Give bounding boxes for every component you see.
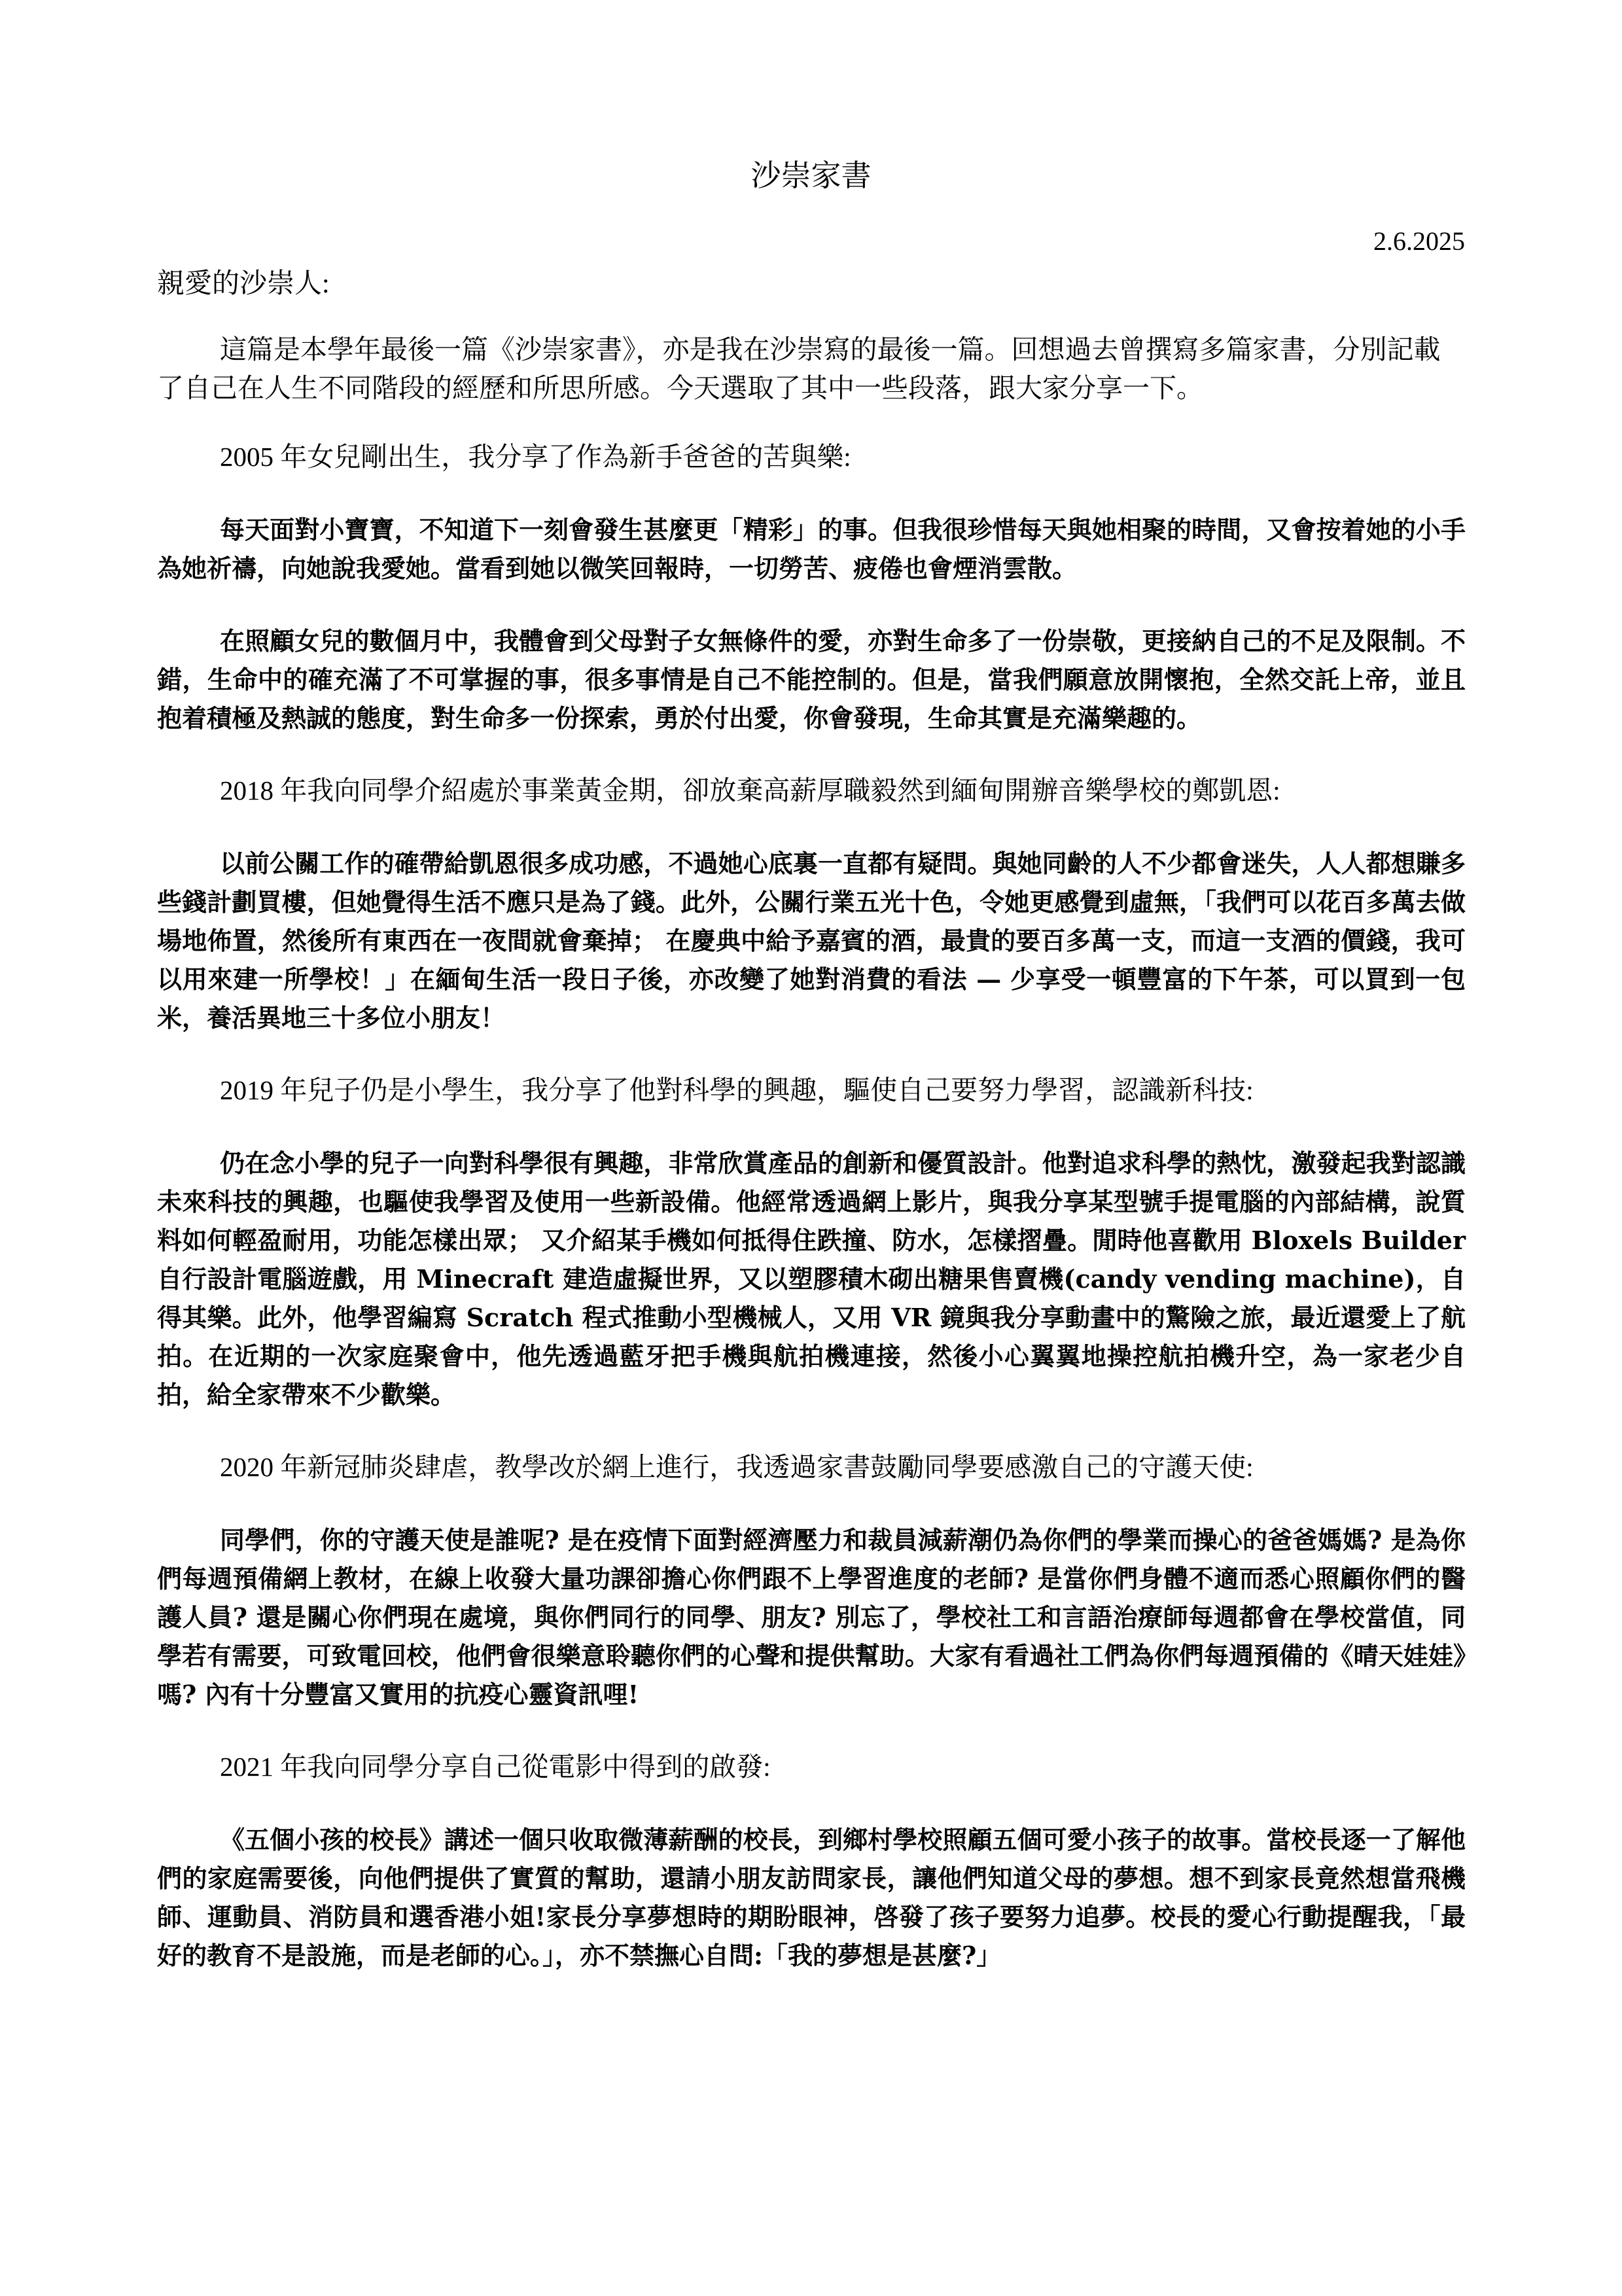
greeting: 親愛的沙崇人: bbox=[157, 269, 330, 299]
quote-2005-2: 在照顧女兒的數個月中，我體會到父母對子女無條件的愛，亦對生命多了一份崇敬，更接納自己的不足及限制。不錯，生命中的確充滿了不可掌握的事，很多事情是自己不能控制的。但是，當我們願意放開懷抱，全然交託上帝，並且抱着積極及熱誠的態度，對生命多一份探索，勇於付出愛，你會發現，生命其實是充滿樂趣的。 bbox=[157, 626, 1466, 733]
section-heading-2020: 2020 年新冠肺炎肆虐，教學改於網上進行，我透過家書鼓勵同學要感激自己的守護天使: bbox=[220, 1452, 1254, 1482]
section-heading-2019: 2019 年兒子仍是小學生，我分享了他對科學的興趣，驅使自己要努力學習，認識新科技: bbox=[220, 1075, 1254, 1105]
quote-2019: 仍在念小學的兒子一向對科學很有興趣，非常欣賞產品的創新和優質設計。他對追求科學的熱忱，激發起我對認識未來科技的興趣，也驅使我學習及使用一些新設備。他經常透過網上影片，與我分享某型號手提電腦的內部結構，說質料如何輕盈耐用，功能怎樣出眾； 又介紹某手機如何抵得住跌撞、防水，怎樣摺疊。閒時他喜歡用 Bloxels Builder 自行設計電腦遊戲，用 Minecraft 建造虛擬世界，又以塑膠積木砌出糖果售賣機(candy vending machine)，自得其樂。此外，他學習編寫 Scratch 程式推動小型機械人，又用 VR 鏡與我分享動畫中的驚險之旅，最近還愛上了航拍。在近期的一次家庭聚會中，他先透過藍牙把手機與航拍機連接，然後小心翼翼地操控航拍機升空，為一家老少自拍，給全家帶來不少歡樂。 bbox=[157, 1148, 1466, 1409]
intro-paragraph: 這篇是本學年最後一篇《沙崇家書》，亦是我在沙崇寫的最後一篇。回想過去曾撰寫多篇家書，分別記載了自己在人生不同階段的經歷和所思所感。今天選取了其中一些段落，跟大家分享一下。 bbox=[157, 334, 1441, 403]
letter-title: 沙崇家書 bbox=[750, 159, 872, 192]
quote-2020: 同學們，你的守護天使是誰呢? 是在疫情下面對經濟壓力和裁員減薪潮仍為你們的學業而操心的爸爸媽媽? 是為你們每週預備網上教材，在線上收發大量功課卻擔心你們跟不上學習進度的老師? 是當你們身體不適而悉心照顧你們的醫護人員? 還是關心你們現在處境，與你們同行的同學、朋友? 別忘了，學校社工和言語治療師每週都會在學校當值，同學若有需要，可致電回校，他們會很樂意聆聽你們的心聲和提供幫助。大家有看過社工們為你們每週預備的《晴天娃娃》嗎? 內有十分豐富又實用的抗疫心靈資訊哩! bbox=[157, 1525, 1466, 1709]
quote-2005-1: 每天面對小寶寶，不知道下一刻會發生甚麼更「精彩」的事。但我很珍惜每天與她相聚的時間，又會按着她的小手為她祈禱，向她說我愛她。當看到她以微笑回報時，一切勞苦、疲倦也會煙消雲散。 bbox=[157, 515, 1466, 583]
letter-body bbox=[157, 330, 1466, 1975]
section-heading-2018: 2018 年我向同學介紹處於事業黃金期，卻放棄高薪厚職毅然到緬甸開辦音樂學校的鄭凱恩: bbox=[220, 775, 1280, 805]
quote-2021: 《五個小孩的校長》講述一個只收取微薄薪酬的校長，到鄉村學校照顧五個可愛小孩子的故事。當校長逐一了解他們的家庭需要後，向他們提供了實質的幫助，還請小朋友訪問家長，讓他們知道父母的夢想。想不到家長竟然想當飛機師、運動員、消防員和選香港小姐!家長分享夢想時的期盼眼神，啓發了孩子要努力追夢。校長的愛心行動提醒我，「最好的教育不是設施，而是老師的心。」，亦不禁撫心自問:「我的夢想是甚麼?」 bbox=[157, 1825, 1466, 1970]
section-heading-2021: 2021 年我向同學分享自己從電影中得到的啟發: bbox=[220, 1752, 771, 1782]
letter-date: 2.6.2025 bbox=[1373, 226, 1465, 256]
quote-2018: 以前公關工作的確帶給凱恩很多成功感，不過她心底裏一直都有疑問。與她同齡的人不少都會迷失，人人都想賺多些錢計劃買樓，但她覺得生活不應只是為了錢。此外，公關行業五光十色，令她更感覺到虛無，「我們可以花百多萬去做場地佈置，然後所有東西在一夜間就會棄掉； 在慶典中給予嘉賓的酒，最貴的要百多萬一支，而這一支酒的價錢，我可以用來建一所學校！」在緬甸生活一段日子後，亦改變了她對消費的看法 — 少享受一頓豐富的下午茶，可以買到一包米，養活異地三十多位小朋友！ bbox=[157, 849, 1466, 1033]
section-heading-2005: 2005 年女兒剛出生，我分享了作為新手爸爸的苦與樂: bbox=[220, 442, 851, 472]
